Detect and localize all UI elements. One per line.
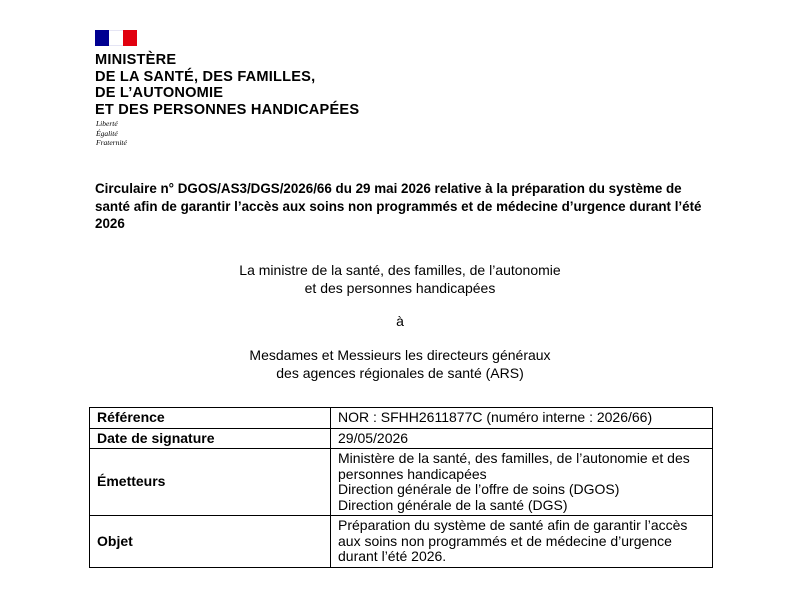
ministry-line: DE L’AUTONOMIE xyxy=(95,85,224,101)
row-value xyxy=(331,408,713,429)
motto-liberte: Liberté xyxy=(96,119,118,128)
republic-motto xyxy=(96,119,127,148)
row-value xyxy=(331,516,713,568)
table-row xyxy=(90,408,713,429)
french-flag-icon xyxy=(95,30,137,46)
table-row xyxy=(90,449,713,516)
flag-white-band xyxy=(109,30,123,46)
addressee-preposition: à xyxy=(396,313,404,329)
row-value-line: NOR : SFHH2611877C (numéro interne : 2026/66) xyxy=(338,409,653,425)
sender-line: et des personnes handicapées xyxy=(304,279,496,296)
row-key: Date de signature xyxy=(90,428,331,449)
motto-fraternite: Fraternité xyxy=(96,138,127,147)
sender-block xyxy=(0,262,800,297)
motto-egalite: Égalité xyxy=(96,128,118,138)
row-value-line: 29/05/2026 xyxy=(338,429,409,446)
flag-red-band xyxy=(123,30,137,46)
addressee-block xyxy=(0,347,800,382)
flag-blue-band xyxy=(95,30,109,46)
row-key: Objet xyxy=(90,516,331,568)
sender-line: La ministre de la santé, des familles, de l’autonomie xyxy=(239,262,561,278)
row-value xyxy=(331,428,713,449)
addressee-line: des agences régionales de santé (ARS) xyxy=(276,364,524,381)
table-row xyxy=(90,428,713,449)
row-value-line: Préparation du système de santé afin de garantir l’accès aux soins non programmés et de médecine d’urgence durant l’été 2026. xyxy=(338,517,688,564)
row-value xyxy=(331,449,713,516)
ministry-line: DE LA SANTÉ, DES FAMILLES, xyxy=(95,68,316,85)
row-key: Émetteurs xyxy=(90,449,331,516)
circular-title: Circulaire n° DGOS/AS3/DGS/2026/66 du 29 mai 2026 relative à la préparation du système de santé afin de garantir l’accès aux soins non programmés et de médecine d’urgence durant l’été 2026 xyxy=(95,181,702,231)
republique-francaise-logo xyxy=(95,30,137,46)
addressee-line: Mesdames et Messieurs les directeurs généraux xyxy=(249,347,551,363)
table-row xyxy=(90,516,713,568)
ministry-line: ET DES PERSONNES HANDICAPÉES xyxy=(95,101,360,118)
row-value-line: Direction générale de l’offre de soins (DGOS) xyxy=(338,481,620,497)
row-value-line: Ministère de la santé, des familles, de l’autonomie et des personnes handicapées xyxy=(338,450,690,482)
row-value-line: Direction générale de la santé (DGS) xyxy=(338,496,568,513)
ministry-name xyxy=(95,52,359,118)
circular-metadata-table xyxy=(89,407,713,568)
row-key: Référence xyxy=(90,408,331,429)
ministry-line: MINISTÈRE xyxy=(95,52,177,68)
